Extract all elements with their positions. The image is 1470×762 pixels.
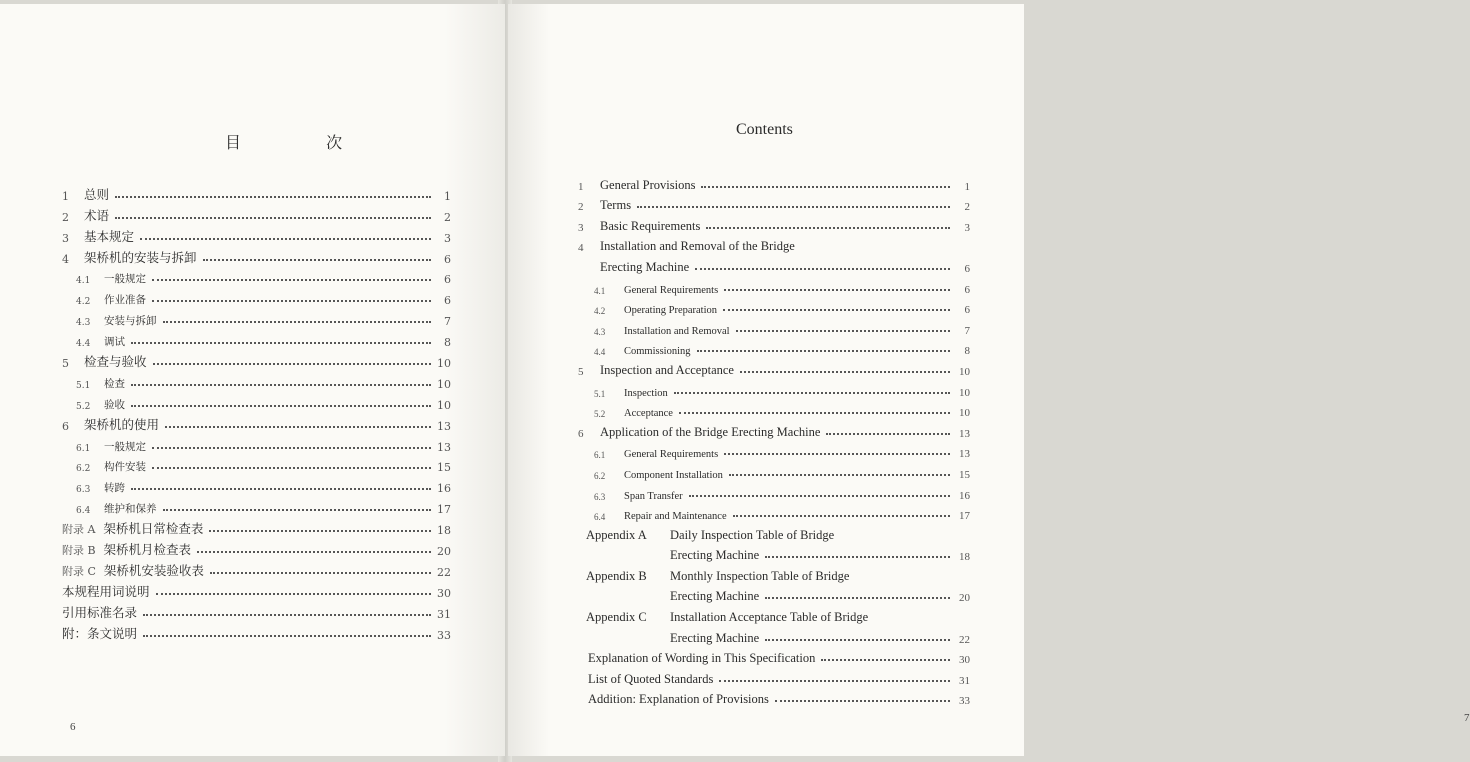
toc-entry[interactable]: 6.2 Component Installation 15	[594, 468, 970, 481]
toc-entry[interactable]: 6.3 Span Transfer 16	[594, 489, 970, 502]
toc-entry[interactable]: 4.4 Commissioning 8	[594, 345, 970, 358]
toc-entry[interactable]: 4.4 调试 8	[76, 336, 451, 350]
toc-entry[interactable]: 1 General Provisions 1	[578, 177, 970, 193]
toc-entry[interactable]: 4.3 Installation and Removal 7	[594, 324, 970, 337]
left-page	[0, 4, 505, 756]
toc-entry[interactable]: 4.2 Operating Preparation 6	[594, 304, 970, 317]
page-number: 6	[70, 721, 76, 733]
toc-entry-continued[interactable]: Erecting Machine 22	[670, 630, 970, 646]
toc-entry[interactable]: 4.2 作业准备 6	[76, 294, 451, 308]
toc-entry[interactable]: 6 架桥机的使用 13	[62, 416, 451, 433]
toc-entry[interactable]: 4.1 General Requirements 6	[594, 283, 970, 296]
toc-entry[interactable]: Explanation of Wording in This Specification 30	[588, 651, 970, 667]
toc-entry[interactable]: 2 Terms 2	[578, 198, 970, 214]
toc-entry[interactable]: 2 术语 2	[62, 207, 451, 224]
toc-entry[interactable]: 4 Installation and Removal of the Bridge	[578, 239, 795, 255]
toc-entry[interactable]: 附录 A 架桥机日常检查表 18	[62, 521, 451, 538]
toc-entry-continued[interactable]: Erecting Machine 20	[670, 589, 970, 605]
toc-entry[interactable]: 5 检查与验收 10	[62, 354, 451, 371]
toc-entry[interactable]: 本规程用词说明 30	[62, 583, 451, 600]
toc-entry[interactable]: Appendix A Daily Inspection Table of Bridge	[586, 527, 835, 542]
toc-entry[interactable]: 6.4 维护和保养 17	[76, 503, 451, 517]
toc-entry-continued[interactable]: Erecting Machine 18	[670, 548, 970, 564]
toc-entry[interactable]: Appendix B Monthly Inspection Table of Bridge	[586, 568, 850, 583]
toc-entry[interactable]: 6.1 General Requirements 13	[594, 448, 970, 461]
toc-entry[interactable]: 5.2 验收 10	[76, 398, 451, 412]
toc-entry[interactable]: 附：条文说明 33	[62, 625, 451, 642]
toc-entry[interactable]: 附录 C 架桥机安装验收表 22	[62, 562, 451, 579]
toc-entry[interactable]: 1 总则 1	[62, 186, 451, 203]
toc-entry[interactable]: 引用标准名录 31	[62, 604, 451, 621]
toc-entry[interactable]: 5.1 Inspection 10	[594, 386, 970, 399]
toc-entry[interactable]: 5.1 检查 10	[76, 377, 451, 391]
toc-list-cn	[62, 182, 451, 642]
toc-entry[interactable]: 3 Basic Requirements 3	[578, 218, 970, 234]
toc-entry[interactable]: 附录 B 架桥机月检查表 20	[62, 542, 451, 559]
toc-entry[interactable]: List of Quoted Standards 31	[588, 671, 970, 687]
toc-entry[interactable]: 6.3 转跨 16	[76, 482, 451, 496]
page-title-en: Contents	[736, 121, 793, 138]
toc-entry[interactable]: 4.1 一般规定 6	[76, 273, 451, 287]
toc-entry[interactable]: 6.4 Repair and Maintenance 17	[594, 510, 970, 523]
toc-entry[interactable]: 3 基本规定 3	[62, 228, 451, 245]
toc-list-en	[578, 172, 970, 707]
toc-entry-continued[interactable]: Erecting Machine 6	[600, 259, 970, 275]
page-title-cn: 目 次	[225, 133, 383, 152]
toc-entry[interactable]: 4 架桥机的安装与拆卸 6	[62, 249, 451, 266]
page-number: 7	[1464, 712, 1470, 724]
toc-entry[interactable]: 6.2 构件安装 15	[76, 461, 451, 475]
toc-entry[interactable]: 5 Inspection and Acceptance 10	[578, 362, 970, 378]
toc-entry[interactable]: 5.2 Acceptance 10	[594, 407, 970, 420]
toc-entry[interactable]: 6 Application of the Bridge Erecting Machine 13	[578, 424, 970, 440]
toc-entry[interactable]: 4.3 安装与拆卸 7	[76, 315, 451, 329]
toc-entry[interactable]: 6.1 一般规定 13	[76, 440, 451, 454]
toc-entry[interactable]: Appendix C Installation Acceptance Table of Bridge	[586, 610, 869, 625]
toc-entry[interactable]: Addition: Explanation of Provisions 33	[588, 692, 970, 708]
